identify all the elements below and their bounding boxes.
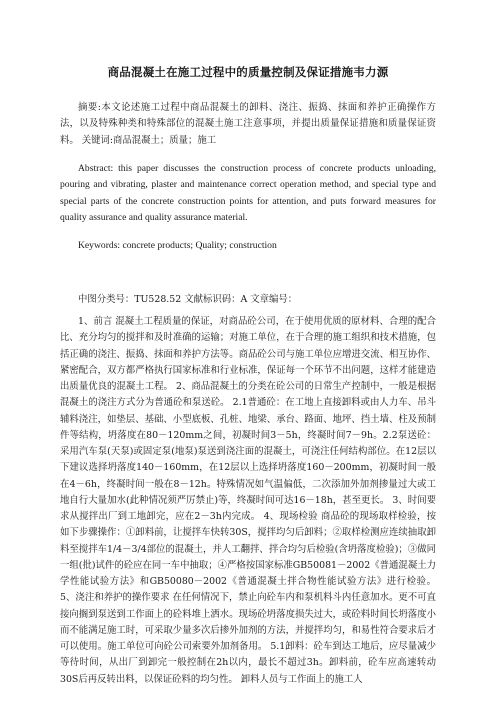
- classification-line: 中图分类号：TU528.52 文献标识码：A 文章编号：: [78, 294, 298, 306]
- document-title: 商品混凝土在施工过程中的质量控制及保证措施韦力源: [107, 65, 389, 79]
- body-text: 1、前言 混凝土工程质量的保证，对商品砼公司，在于使用优质的原材料、合理的配合比、充分均匀的搅拌和及时准确的运输；对施工单位，在于合理的施工组织和技术措施，包括正确的浇注、振捣、抹面和养护方法等。商品砼公司与施工单位应增进交流、相互协作、紧密配合，双方都严格执行国家标准和行业标准，保证每一个环节不出问题，这样才能建造出质量优良的混凝土工程。 2、商品混凝土的分类在砼公司的日常生产控制中，一般是根据混凝土的浇注方式分为普通砼和泵送砼。 2.1普通砼：在工地上直接卸料或由人力车、吊斗辅料浇注，如垫层、基础、小型底板、孔桩、地梁、承台、路面、地坪、挡土墙、柱及预制件等结构，坍落度在80－120mm之间，初凝时间3－5h，终凝时间7－9h。2.2泵送砼：采用汽车泵(天泵)或固定泵(地泵)泵送到浇注面的混凝土，可浇注任何结构部位。在12层以下建议选择坍落度140－160mm，在12层以上选择坍落度160－200mm，初凝时间一般在4－6h，终凝时间一般在8－12h。特殊情况如气温偏低，二次添加外加剂掺量过大或工地自行大量加水(此种情况须严厉禁止)等，终凝时间可达16－18h，甚至更长。 3、时间要求从搅拌出厂到工地卸完，应在2－3h内完成。 4、现场检验 商品砼的现场取样检验，按如下步骤操作：①卸料前，让搅拌车快转30S，搅拌均匀后卸料；②取样检测应连续抽取卸料至搅拌车1/4－3/4部位的混凝土，并人工翻拌、拌合均匀后检验(含坍落度检验)；③做同一组(批)试件的砼应在同一车中抽取；④严格按国家标准GB50081－2002《普通混凝土力学性能试验方法》和GB50080－2002《普通混凝土拌合物性能试验方法》进行检验。 5、浇注和养护的操作要求 在任何情况下，禁止向砼车内和泵机料斗内任意加水。更不可直接向搁到泵送到工作面上的砼料堆上洒水。现场砼坍落度损失过大，或砼料时间长坍落度小而不能满足施工时，可采取少量多次后掺外加剂的方法，并搅拌均匀，和易性符合要求后才可以使用。施工单位可向砼公司索要外加剂备用。 5.1卸料：砼车到达工地后，应尽量减少等待时间，从出厂到卸完一般控制在2h以内，最长不超过3h。卸料前，砼车应高速转动30S后再反转出料，以保证砼料的均匀性。 卸料人员与工作面上的施工人: [60, 316, 436, 685]
- keywords-english: Keywords: concrete products; Quality; construction: [78, 240, 277, 252]
- abstract-chinese: 摘要:本文论述施工过程中商品混凝土的卸料、浇注、振捣、抹面和养护正确操作方法，以及特殊种类和特殊部位的混凝土施工注意事项，并提出质量保证措施和质量保证资料。 关键词:商品混凝土；质量；施工: [60, 102, 436, 146]
- abstract-english: Abstract: this paper discusses the construction process of concrete products unloading, pouring and vibrating, plaster and maintenance correct operation method, and special type and special parts of the concrete construction points for attention, and puts forward measures for quality assurance and quality assurance material.: [60, 163, 436, 223]
